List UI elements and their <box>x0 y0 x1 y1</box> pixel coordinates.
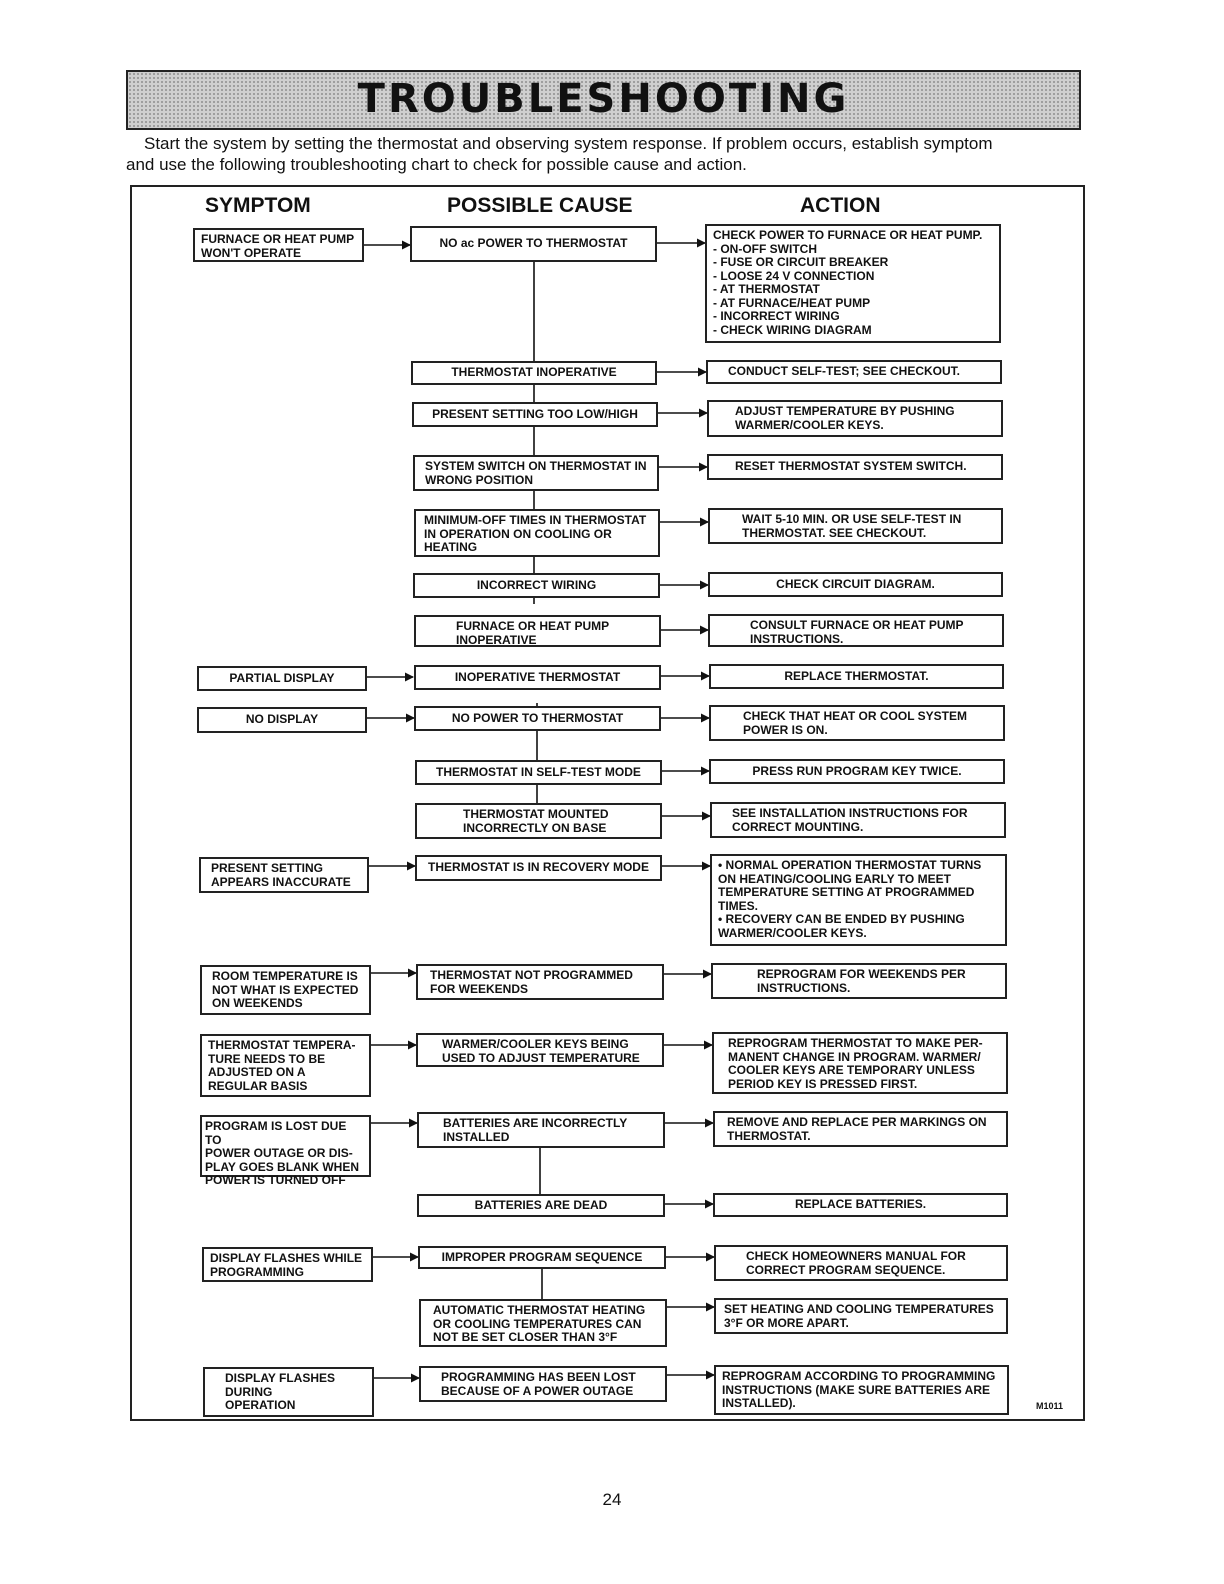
symptom-setting-inaccurate: PRESENT SETTING APPEARS INACCURATE <box>199 857 369 893</box>
page-number: 24 <box>602 1490 622 1509</box>
cause-inoperative-thermostat: INOPERATIVE THERMOSTAT <box>414 665 661 690</box>
action-reset-system-switch: RESET THERMOSTAT SYSTEM SWITCH. <box>707 454 1003 480</box>
cause-incorrect-wiring: INCORRECT WIRING <box>413 573 660 598</box>
action-replace-per-markings: REMOVE AND REPLACE PER MARKINGS ON THERMOSTAT. <box>713 1111 1008 1147</box>
cause-no-power: NO POWER TO THERMOSTAT <box>414 706 661 731</box>
cause-no-ac-power: NO ac POWER TO THERMOSTAT <box>410 226 657 262</box>
action-conduct-self-test: CONDUCT SELF-TEST; SEE CHECKOUT. <box>706 360 1002 384</box>
action-check-system-power: CHECK THAT HEAT OR COOL SYSTEM POWER IS ON. <box>709 705 1005 741</box>
action-replace-thermostat: REPLACE THERMOSTAT. <box>709 664 1004 689</box>
action-reprogram-weekends: REPROGRAM FOR WEEKENDS PER INSTRUCTIONS. <box>711 963 1007 999</box>
cause-temperatures-too-close: AUTOMATIC THERMOSTAT HEATING OR COOLING TEMPERATURES CAN NOT BE SET CLOSER THAN 3°F <box>419 1299 667 1347</box>
cause-system-switch-wrong: SYSTEM SWITCH ON THERMOSTAT IN WRONG POSITION <box>413 455 659 491</box>
cause-thermostat-inoperative: THERMOSTAT INOPERATIVE <box>411 361 657 385</box>
action-adjust-temperature: ADJUST TEMPERATURE BY PUSHING WARMER/COOLER KEYS. <box>707 400 1003 437</box>
symptom-flashes-while-programming: DISPLAY FLASHES WHILE PROGRAMMING <box>202 1247 373 1282</box>
symptom-no-display: NO DISPLAY <box>197 707 367 733</box>
cause-mounted-incorrectly: THERMOSTAT MOUNTED INCORRECTLY ON BASE <box>415 803 662 839</box>
action-check-circuit-diagram: CHECK CIRCUIT DIAGRAM. <box>708 572 1003 597</box>
cause-self-test-mode: THERMOSTAT IN SELF-TEST MODE <box>415 760 662 785</box>
action-check-power: CHECK POWER TO FURNACE OR HEAT PUMP. - ON-OFF SWITCH - FUSE OR CIRCUIT BREAKER - LOOSE 24 V CONNECTION - AT THERMOSTAT - AT FURNACE/HEAT PUMP - INCORRECT WIRING - CHECK WIRING DIAGRAM <box>705 224 1001 343</box>
cause-recovery-mode: THERMOSTAT IS IN RECOVERY MODE <box>415 855 662 881</box>
page-title: TROUBLESHOOTING <box>357 76 850 122</box>
intro-line-2: and use the following troubleshooting chart to check for possible cause and action. <box>126 155 747 174</box>
cause-furnace-inoperative: FURNACE OR HEAT PUMP INOPERATIVE <box>414 615 661 647</box>
action-reprogram-instructions: REPROGRAM ACCORDING TO PROGRAMMING INSTRUCTIONS (MAKE SURE BATTERIES ARE INSTALLED). <box>714 1365 1009 1415</box>
cause-minimum-off-times: MINIMUM-OFF TIMES IN THERMOSTAT IN OPERATION ON COOLING OR HEATING <box>414 509 660 557</box>
cause-improper-sequence: IMPROPER PROGRAM SEQUENCE <box>418 1246 666 1269</box>
action-recovery-info: • NORMAL OPERATION THERMOSTAT TURNS ON HEATING/COOLING EARLY TO MEET TEMPERATURE SETTING AT PROGRAMMED TIMES. • RECOVERY CAN BE ENDED BY PUSHING WARMER/COOLER KEYS. <box>710 854 1007 946</box>
symptom-weekend-temperature: ROOM TEMPERATURE IS NOT WHAT IS EXPECTED ON WEEKENDS <box>200 965 371 1015</box>
action-press-run-program: PRESS RUN PROGRAM KEY TWICE. <box>709 759 1005 784</box>
action-replace-batteries: REPLACE BATTERIES. <box>713 1193 1008 1217</box>
action-set-temperatures-apart: SET HEATING AND COOLING TEMPERATURES 3°F OR MORE APART. <box>714 1298 1008 1334</box>
action-header: ACTION <box>800 194 881 217</box>
symptom-header: SYMPTOM <box>205 194 311 217</box>
action-reprogram-permanent: REPROGRAM THERMOSTAT TO MAKE PER- MANENT CHANGE IN PROGRAM. WARMER/ COOLER KEYS ARE TEMPORARY UNLESS PERIOD KEY IS PRESSED FIRST. <box>712 1032 1008 1094</box>
cause-header: POSSIBLE CAUSE <box>447 194 633 217</box>
cause-warmer-cooler-keys: WARMER/COOLER KEYS BEING USED TO ADJUST TEMPERATURE <box>416 1033 664 1067</box>
action-check-homeowners-manual: CHECK HOMEOWNERS MANUAL FOR CORRECT PROGRAM SEQUENCE. <box>714 1245 1008 1281</box>
cause-setting-too-low-high: PRESENT SETTING TOO LOW/HIGH <box>412 402 658 427</box>
cause-batteries-incorrect: BATTERIES ARE INCORRECTLY INSTALLED <box>417 1112 665 1148</box>
cause-programming-lost: PROGRAMMING HAS BEEN LOST BECAUSE OF A POWER OUTAGE <box>419 1366 667 1402</box>
action-consult-instructions: CONSULT FURNACE OR HEAT PUMP INSTRUCTIONS. <box>708 614 1004 647</box>
action-installation-instructions: SEE INSTALLATION INSTRUCTIONS FOR CORRECT MOUNTING. <box>710 802 1006 838</box>
action-wait: WAIT 5-10 MIN. OR USE SELF-TEST IN THERMOSTAT. SEE CHECKOUT. <box>708 508 1003 544</box>
symptom-partial-display: PARTIAL DISPLAY <box>197 666 367 691</box>
symptom-regular-adjustment: THERMOSTAT TEMPERA- TURE NEEDS TO BE ADJUSTED ON A REGULAR BASIS <box>200 1034 371 1097</box>
figure-code: M1011 <box>1036 1401 1064 1411</box>
intro-line-1: Start the system by setting the thermostat and observing system response. If problem occurs, establish symptom <box>144 134 993 153</box>
symptom-furnace-wont-operate: FURNACE OR HEAT PUMP WON'T OPERATE <box>193 228 364 262</box>
symptom-program-lost: PROGRAM IS LOST DUE TO POWER OUTAGE OR DIS- PLAY GOES BLANK WHEN POWER IS TURNED OFF <box>200 1115 371 1177</box>
symptom-flashes-during-operation: DISPLAY FLASHES DURING OPERATION <box>203 1367 374 1417</box>
cause-batteries-dead: BATTERIES ARE DEAD <box>417 1194 665 1217</box>
cause-not-programmed-weekends: THERMOSTAT NOT PROGRAMMED FOR WEEKENDS <box>416 964 664 1000</box>
